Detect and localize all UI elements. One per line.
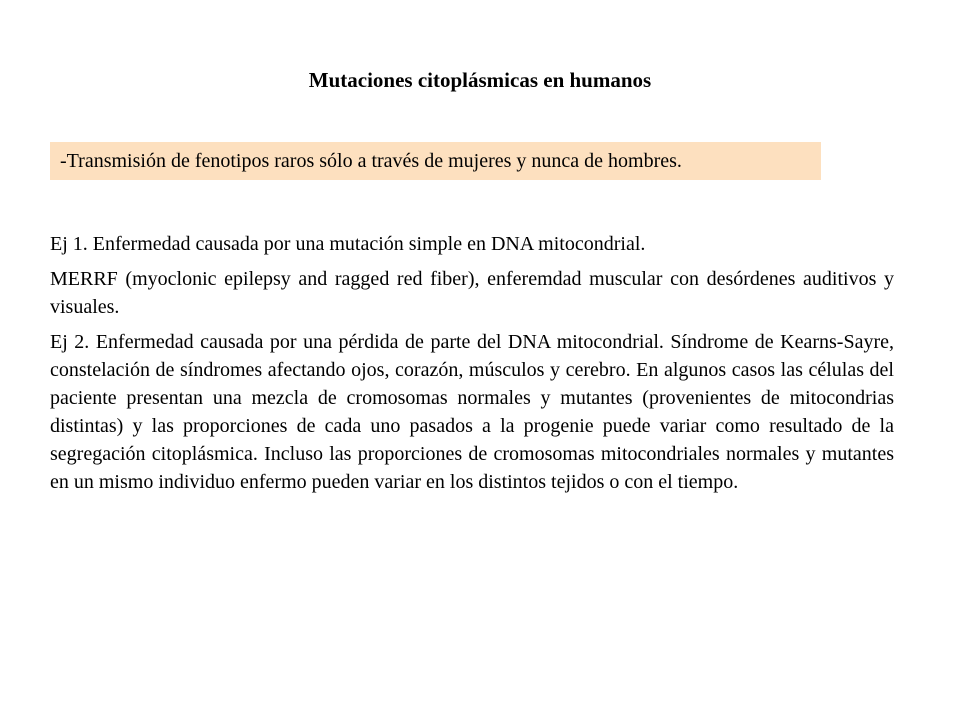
merrf-paragraph: MERRF (myoclonic epilepsy and ragged red fiber), enferemdad muscular con desórdenes auditivos y visuales. bbox=[50, 268, 894, 318]
highlighted-statement: -Transmisión de fenotipos raros sólo a través de mujeres y nunca de hombres. bbox=[50, 142, 821, 180]
example-1-paragraph: Ej 1. Enfermedad causada por una mutación simple en DNA mitocondrial. bbox=[50, 233, 646, 255]
example-2-paragraph: Ej 2. Enfermedad causada por una pérdida de parte del DNA mitocondrial. Síndrome de Kearns-Sayre, constelación de síndromes afectando ojos, corazón, músculos y cerebro. En algunos casos las células del paciente presentan una mezcla de cromosomas normales y mutantes (provenientes de mitocondrias distintas) y las proporciones de cada uno pasados a la progenie puede variar como resultado de la segregación citoplásmica. Incluso las proporciones de cromosomas mitocondriales normales y mutantes en un mismo individuo enfermo pueden variar en los distintos tejidos o con el tiempo. bbox=[50, 331, 894, 493]
body-text bbox=[50, 230, 894, 503]
slide-title: Mutaciones citoplásmicas en humanos bbox=[308, 68, 652, 92]
